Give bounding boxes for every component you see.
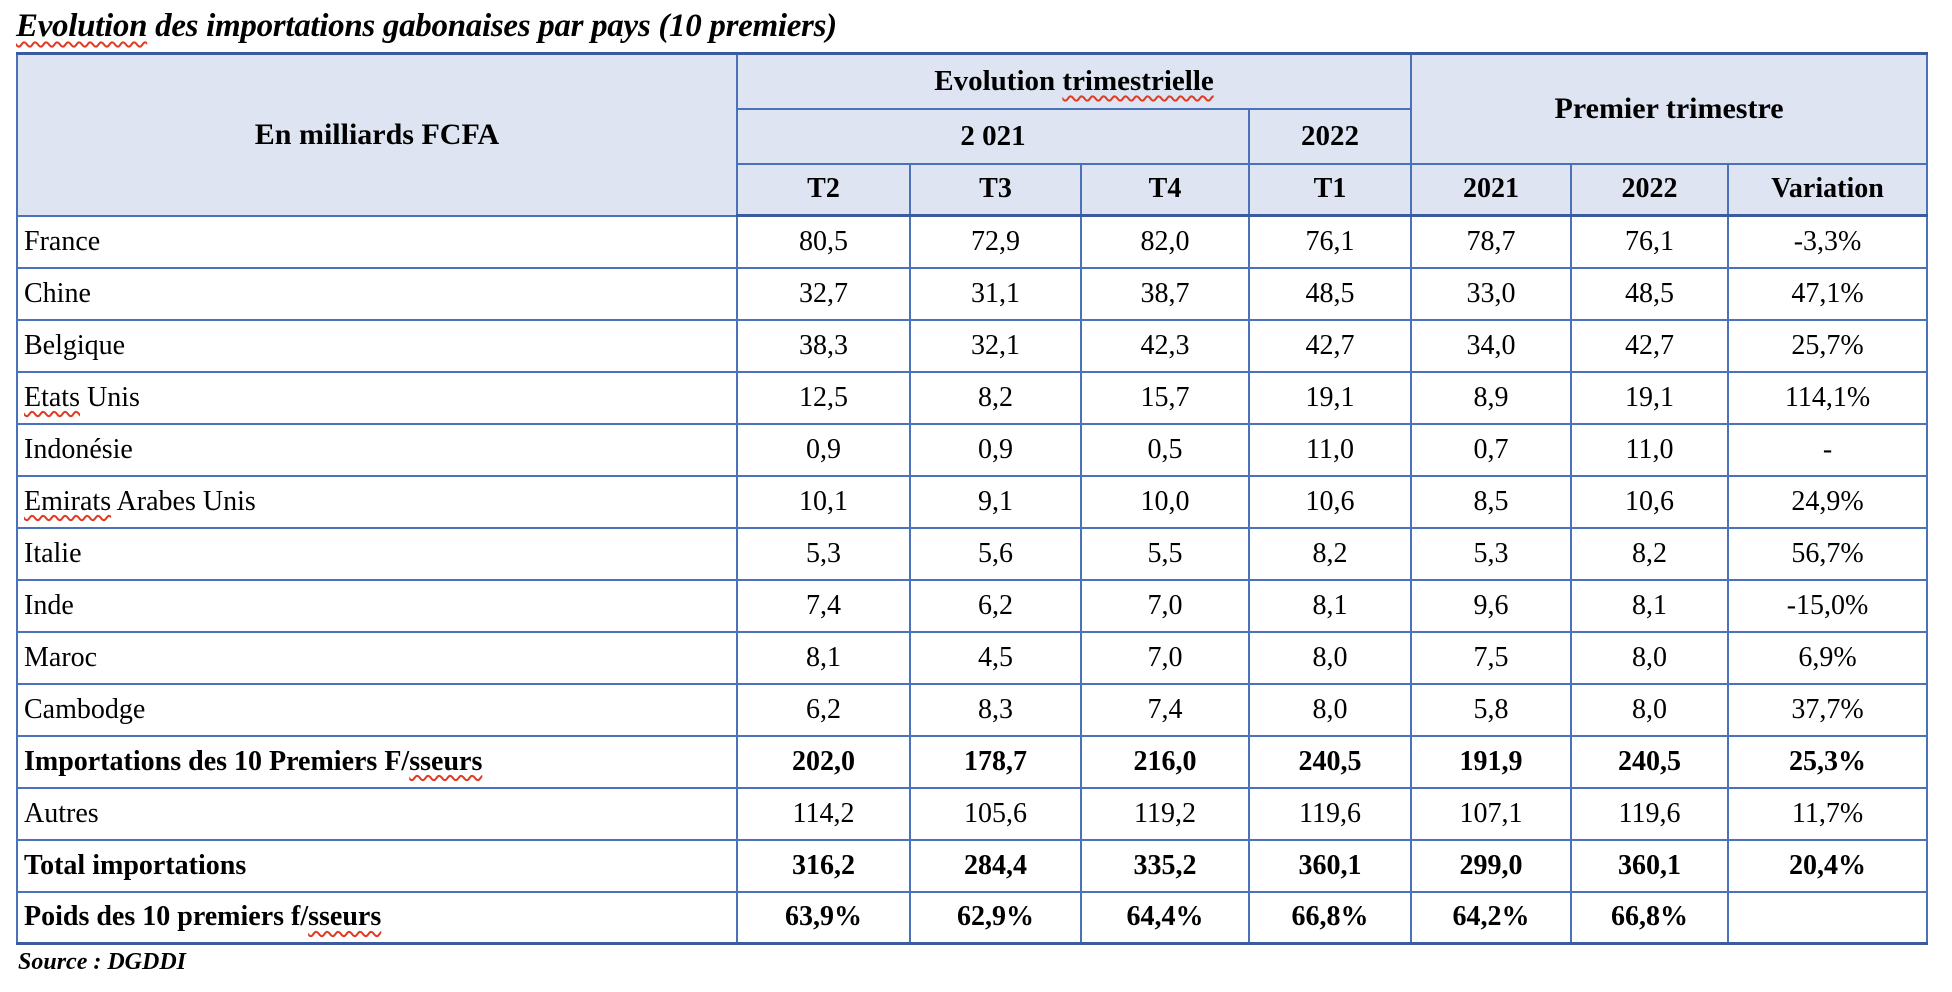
- value-cell: 37,7%: [1728, 684, 1927, 736]
- row-label: [17, 216, 737, 268]
- column-header-2021: 2021: [1411, 164, 1571, 216]
- value-cell: 5,6: [910, 528, 1081, 580]
- value-cell: 8,0: [1249, 632, 1411, 684]
- value-cell: 24,9%: [1728, 476, 1927, 528]
- row-label: [17, 580, 737, 632]
- row-label: [17, 840, 737, 892]
- value-cell: 360,1: [1249, 840, 1411, 892]
- value-cell: 63,9%: [737, 892, 910, 944]
- table-row: [17, 268, 1927, 320]
- value-cell: 42,7: [1249, 320, 1411, 372]
- table-row: [17, 788, 1927, 840]
- value-cell: 15,7: [1081, 372, 1249, 424]
- value-cell: 0,5: [1081, 424, 1249, 476]
- table-row: [17, 736, 1927, 788]
- value-cell: 8,3: [910, 684, 1081, 736]
- column-header-variation: Variation: [1728, 164, 1927, 216]
- column-header-t3: T3: [910, 164, 1081, 216]
- value-cell: 9,6: [1411, 580, 1571, 632]
- value-cell: 48,5: [1571, 268, 1728, 320]
- value-cell: -3,3%: [1728, 216, 1927, 268]
- row-label-part: Arabes Unis: [111, 485, 256, 517]
- value-cell: 66,8%: [1249, 892, 1411, 944]
- page-title: [16, 8, 1942, 45]
- row-label-part: Maroc: [24, 641, 98, 673]
- value-cell: 76,1: [1571, 216, 1728, 268]
- row-label-part: Unis: [80, 381, 140, 413]
- row-label: [17, 632, 737, 684]
- row-label-part: Italie: [24, 537, 82, 569]
- row-label: [17, 892, 737, 944]
- row-label-squiggled-part: sseurs: [409, 745, 483, 777]
- value-cell: 80,5: [737, 216, 910, 268]
- value-cell: 31,1: [910, 268, 1081, 320]
- value-cell: 19,1: [1571, 372, 1728, 424]
- value-cell: 316,2: [737, 840, 910, 892]
- value-cell: -: [1728, 424, 1927, 476]
- value-cell: 8,9: [1411, 372, 1571, 424]
- value-cell: 7,0: [1081, 632, 1249, 684]
- value-cell: 5,5: [1081, 528, 1249, 580]
- value-cell: 10,6: [1571, 476, 1728, 528]
- table-header: [17, 54, 1927, 216]
- value-cell: 9,1: [910, 476, 1081, 528]
- value-cell: 62,9%: [910, 892, 1081, 944]
- value-cell: 240,5: [1571, 736, 1728, 788]
- table-row: [17, 372, 1927, 424]
- value-cell: 32,7: [737, 268, 910, 320]
- value-cell: 64,4%: [1081, 892, 1249, 944]
- value-cell: 6,2: [910, 580, 1081, 632]
- value-cell: 0,7: [1411, 424, 1571, 476]
- table-row: [17, 216, 1927, 268]
- value-cell: 42,7: [1571, 320, 1728, 372]
- value-cell: -15,0%: [1728, 580, 1927, 632]
- value-cell: 10,1: [737, 476, 910, 528]
- value-cell: 12,5: [737, 372, 910, 424]
- row-label-squiggled-part: sseurs: [308, 901, 382, 933]
- row-label-part: Total importations: [24, 849, 247, 881]
- row-label-part: Belgique: [24, 329, 126, 361]
- value-cell: 335,2: [1081, 840, 1249, 892]
- row-label-squiggled-part: Etats: [24, 381, 80, 413]
- row-label-part: Cambodge: [24, 693, 146, 725]
- value-cell: 8,1: [737, 632, 910, 684]
- row-label-part: France: [24, 225, 101, 257]
- value-cell: 25,3%: [1728, 736, 1927, 788]
- value-cell: 107,1: [1411, 788, 1571, 840]
- corner-header-cell: En milliards FCFA: [17, 54, 737, 216]
- value-cell: 20,4%: [1728, 840, 1927, 892]
- title-squiggled-word: Evolution: [16, 8, 148, 44]
- value-cell: 6,2: [737, 684, 910, 736]
- value-cell: 360,1: [1571, 840, 1728, 892]
- column-header-t4: T4: [1081, 164, 1249, 216]
- value-cell: 240,5: [1249, 736, 1411, 788]
- table-row: [17, 528, 1927, 580]
- value-cell: 47,1%: [1728, 268, 1927, 320]
- row-label-part: Importations des 10 Premiers F/: [24, 745, 410, 777]
- row-label: [17, 424, 737, 476]
- header-row-groups: [17, 54, 1927, 109]
- value-cell: 5,3: [737, 528, 910, 580]
- value-cell: 105,6: [910, 788, 1081, 840]
- row-label-part: Inde: [24, 589, 74, 621]
- row-label: [17, 684, 737, 736]
- title-rest: des importations gabonaises par pays (10 premiers): [147, 8, 837, 44]
- value-cell: 78,7: [1411, 216, 1571, 268]
- value-cell: 10,6: [1249, 476, 1411, 528]
- value-cell: 178,7: [910, 736, 1081, 788]
- row-label: [17, 372, 737, 424]
- value-cell: 66,8%: [1571, 892, 1728, 944]
- value-cell: 11,7%: [1728, 788, 1927, 840]
- value-cell: 119,6: [1571, 788, 1728, 840]
- table-row: [17, 424, 1927, 476]
- row-label: [17, 736, 737, 788]
- value-cell: 114,1%: [1728, 372, 1927, 424]
- value-cell: 38,3: [737, 320, 910, 372]
- value-cell: 8,2: [1249, 528, 1411, 580]
- value-cell: 72,9: [910, 216, 1081, 268]
- value-cell: 42,3: [1081, 320, 1249, 372]
- value-cell: 56,7%: [1728, 528, 1927, 580]
- value-cell: 284,4: [910, 840, 1081, 892]
- value-cell: 82,0: [1081, 216, 1249, 268]
- row-label: [17, 528, 737, 580]
- value-cell: 0,9: [910, 424, 1081, 476]
- quarterly-evolution-prefix: Evolution: [934, 64, 1063, 97]
- value-cell: 33,0: [1411, 268, 1571, 320]
- row-label-part: Poids des 10 premiers f/: [24, 901, 309, 933]
- value-cell: 64,2%: [1411, 892, 1571, 944]
- table-row: [17, 684, 1927, 736]
- value-cell: [1728, 892, 1927, 944]
- value-cell: 7,4: [737, 580, 910, 632]
- value-cell: 8,5: [1411, 476, 1571, 528]
- value-cell: 7,4: [1081, 684, 1249, 736]
- row-label-part: Indonésie: [24, 433, 133, 465]
- table-row: [17, 840, 1927, 892]
- value-cell: 6,9%: [1728, 632, 1927, 684]
- value-cell: 5,8: [1411, 684, 1571, 736]
- value-cell: 8,0: [1249, 684, 1411, 736]
- value-cell: 202,0: [737, 736, 910, 788]
- row-label: [17, 268, 737, 320]
- table-row: [17, 632, 1927, 684]
- value-cell: 34,0: [1411, 320, 1571, 372]
- year-2022-header: 2022: [1249, 109, 1411, 164]
- row-label: [17, 788, 737, 840]
- column-header-2022: 2022: [1571, 164, 1728, 216]
- quarterly-evolution-squiggled: trimestrielle: [1062, 64, 1214, 97]
- value-cell: 7,0: [1081, 580, 1249, 632]
- row-label-part: Chine: [24, 277, 91, 309]
- value-cell: 8,2: [1571, 528, 1728, 580]
- table-row: [17, 580, 1927, 632]
- value-cell: 7,5: [1411, 632, 1571, 684]
- row-label: [17, 476, 737, 528]
- value-cell: 76,1: [1249, 216, 1411, 268]
- row-label-part: Autres: [24, 797, 99, 829]
- column-header-t1: T1: [1249, 164, 1411, 216]
- value-cell: 8,2: [910, 372, 1081, 424]
- source-caption: Source : DGDDI: [18, 949, 186, 975]
- value-cell: 119,6: [1249, 788, 1411, 840]
- column-header-t2: T2: [737, 164, 910, 216]
- value-cell: 11,0: [1249, 424, 1411, 476]
- table-row: [17, 320, 1927, 372]
- value-cell: 299,0: [1411, 840, 1571, 892]
- value-cell: 10,0: [1081, 476, 1249, 528]
- value-cell: 4,5: [910, 632, 1081, 684]
- value-cell: 8,1: [1571, 580, 1728, 632]
- value-cell: 5,3: [1411, 528, 1571, 580]
- value-cell: 8,1: [1249, 580, 1411, 632]
- quarterly-evolution-header: [737, 54, 1411, 109]
- value-cell: 25,7%: [1728, 320, 1927, 372]
- premier-trimestre-header: Premier trimestre: [1411, 54, 1927, 164]
- value-cell: 8,0: [1571, 632, 1728, 684]
- year-2021-header: 2 021: [737, 109, 1249, 164]
- value-cell: 114,2: [737, 788, 910, 840]
- value-cell: 191,9: [1411, 736, 1571, 788]
- row-label: [17, 320, 737, 372]
- value-cell: 38,7: [1081, 268, 1249, 320]
- value-cell: 119,2: [1081, 788, 1249, 840]
- value-cell: 48,5: [1249, 268, 1411, 320]
- table-row: [17, 892, 1927, 944]
- row-label-squiggled-part: Emirats: [24, 485, 112, 517]
- value-cell: 8,0: [1571, 684, 1728, 736]
- table-body: [17, 216, 1927, 944]
- value-cell: 19,1: [1249, 372, 1411, 424]
- imports-table: [16, 52, 1928, 945]
- value-cell: 11,0: [1571, 424, 1728, 476]
- table-row: [17, 476, 1927, 528]
- value-cell: 32,1: [910, 320, 1081, 372]
- value-cell: 0,9: [737, 424, 910, 476]
- value-cell: 216,0: [1081, 736, 1249, 788]
